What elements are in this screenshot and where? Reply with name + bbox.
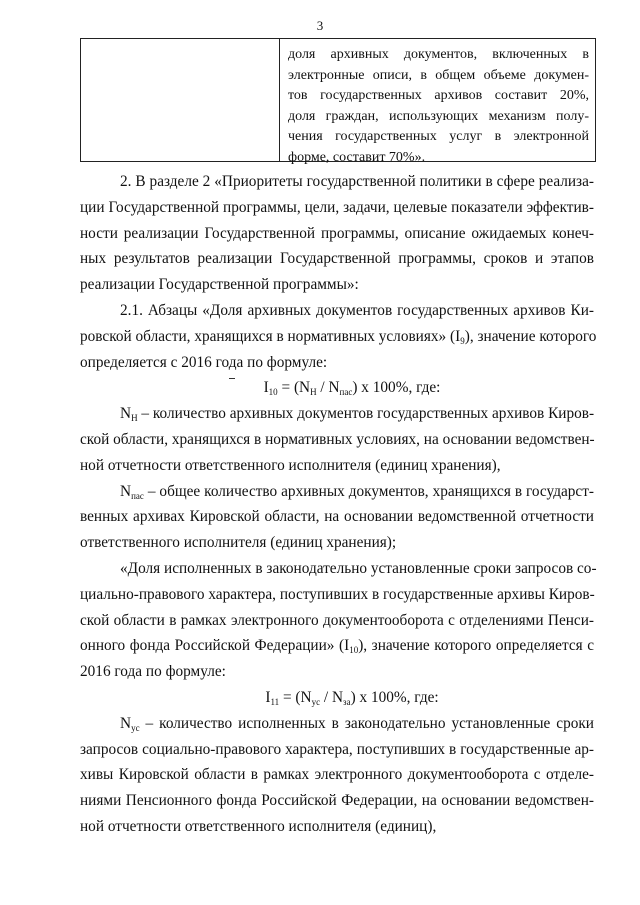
- text-line: хивы Кировской области в рамках электронного документооборота с отделе-: [80, 766, 594, 784]
- text-line: ской области, хранящихся в нормативных условиях, на основании ведомствен-: [80, 430, 595, 448]
- text-line: ных результатов реализации Государственной программы, сроков и этапов: [80, 250, 594, 268]
- text-line: ответственного исполнителя (единиц хранения);: [80, 534, 397, 552]
- paragraph-2-1: [80, 298, 597, 375]
- text-line: циально-правового характера, поступивших в государственные архивы Киров-: [80, 585, 595, 603]
- continuation-table: [80, 38, 596, 165]
- text-line: ции Государственной программы, цели, задачи, целевые показатели эффектив-: [80, 198, 594, 216]
- formula-i11: $I_{11} = (N_{ус} / N_{за})$ х 100%, где:: [265, 688, 439, 707]
- text-line: венных архивах Кировской области, на основании ведомственной отчетности: [80, 508, 594, 526]
- text-line: определяется с 2016 года по формуле:: [80, 353, 328, 371]
- table-right-cell: [280, 39, 595, 165]
- paragraph-requests-share: [80, 556, 597, 685]
- table-line: форме, составит 70%».: [288, 149, 426, 165]
- table-line: доля граждан, использующих механизм полу-: [288, 108, 589, 124]
- text-line: запросов социально-правового характера, поступивших в государственные ар-: [80, 740, 594, 758]
- text-line: ной отчетности ответственного исполнителя (единиц хранения),: [80, 456, 501, 474]
- document-body: [80, 169, 597, 840]
- table-line: электронные описи, в общем объеме докумен-: [288, 67, 589, 83]
- table-line: доля архивных документов, включенных в: [288, 47, 589, 62]
- table-left-cell: [81, 39, 280, 161]
- text-line: 2016 года по формуле:: [80, 663, 226, 681]
- page-number: 3: [316, 18, 324, 33]
- text-line: «Доля исполненных в законодательно установленные сроки запросов со-: [120, 559, 597, 577]
- text-line: реализации Государственной программы»:: [80, 276, 359, 294]
- paragraph-npas-definition: [80, 479, 594, 556]
- paragraph-section-2: [80, 169, 594, 298]
- formula-i10: $I_{10} = (N_Н / N_{пас})$ х 100%, где:: [263, 379, 441, 398]
- text-line: ности реализации Государственной программы, описание ожидаемых конеч-: [80, 224, 594, 242]
- table-line: чения государственных услуг в электронной: [288, 129, 589, 144]
- text-line: ной отчетности ответственного исполнителя (единиц),: [80, 817, 437, 835]
- text-line: $N_{ус}$ – количество исполненных в законодательно установленные сроки: [120, 714, 594, 733]
- text-line: ниями Пенсионного фонда Российской Федерации, на основании ведомствен-: [80, 792, 594, 810]
- text-line: $N_Н$ – количество архивных документов государственных архивов Киров-: [120, 405, 595, 424]
- text-line: ровской области, хранящихся в нормативных условиях» $(I_9)$, значение которого: [80, 327, 597, 346]
- paragraph-nus-definition: [80, 711, 594, 840]
- text-line: 2. В разделе 2 «Приоритеты государственной политики в сфере реализа-: [120, 173, 594, 190]
- text-line: ской области в рамках электронного документооборота с отделениями Пенси-: [80, 611, 594, 629]
- paragraph-nh-definition: [80, 401, 594, 478]
- text-line: $N_{пас}$ – общее количество архивных документов, хранящихся в государст-: [120, 482, 594, 501]
- scan-mark: [229, 378, 235, 379]
- table-line: тов государственных архивов составит 20%,: [288, 88, 589, 103]
- text-line: 2.1. Абзацы «Доля архивных документов государственных архивов Ки-: [120, 301, 594, 319]
- text-line: онного фонда Российской Федерации» $(I_{10})$, значение которого определяется с: [80, 637, 594, 656]
